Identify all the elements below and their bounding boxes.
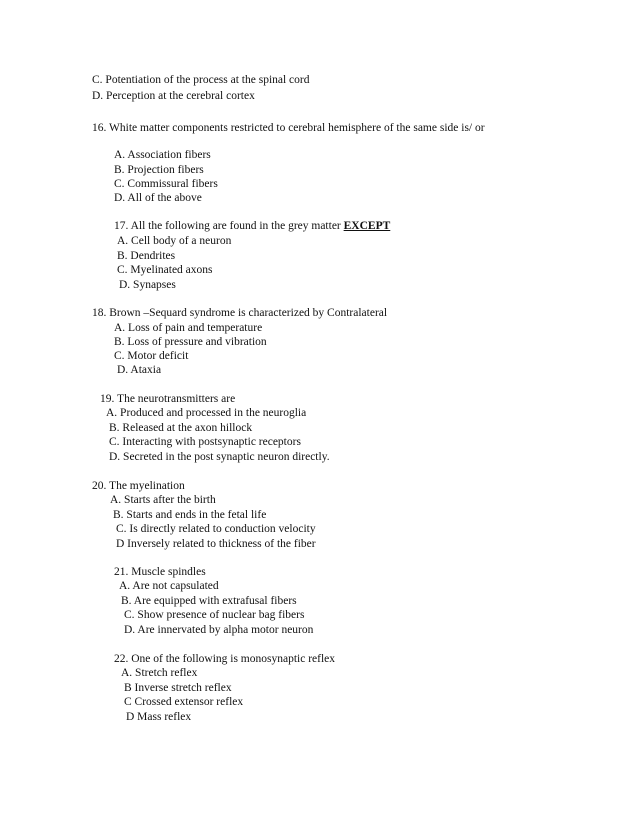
q22-question: 22. One of the following is monosynaptic reflex <box>114 653 336 665</box>
q20-option-c: C. Is directly related to conduction velocity <box>116 523 316 535</box>
except-emphasis: EXCEPT <box>343 220 391 232</box>
q19-option-b: B. Released at the axon hillock <box>109 422 253 434</box>
q16-option-c: C. Commissural fibers <box>114 178 218 190</box>
q20-option-b: B. Starts and ends in the fetal life <box>113 509 267 521</box>
q16-option-b: B. Projection fibers <box>114 164 204 176</box>
q22-option-b: B Inverse stretch reflex <box>124 682 232 694</box>
q22-option-a: A. Stretch reflex <box>121 667 198 679</box>
q17-option-b: B. Dendrites <box>117 250 176 262</box>
q21-option-b: B. Are equipped with extrafusal fibers <box>121 595 297 607</box>
q19-option-a: A. Produced and processed in the neuroglia <box>106 407 307 419</box>
q20-question: 20. The myelination <box>92 480 185 492</box>
q19-option-d: D. Secreted in the post synaptic neuron directly. <box>109 451 330 463</box>
q22-option-c: C Crossed extensor reflex <box>124 696 244 708</box>
q21-question: 21. Muscle spindles <box>114 566 206 578</box>
q17-question <box>114 219 390 233</box>
q21-option-a: A. Are not capsulated <box>119 580 219 592</box>
q17-question-text: 17. All the following are found in the grey matter <box>114 220 341 232</box>
q22-option-d: D Mass reflex <box>126 711 192 723</box>
q15-option-d: D. Perception at the cerebral cortex <box>92 90 255 102</box>
q20-option-d: D Inversely related to thickness of the fiber <box>116 538 316 550</box>
q18-option-d: D. Ataxia <box>117 364 162 376</box>
q15-option-c: C. Potentiation of the process at the spinal cord <box>92 74 310 86</box>
q21-option-d: D. Are innervated by alpha motor neuron <box>124 624 314 636</box>
q18-option-a: A. Loss of pain and temperature <box>114 322 263 334</box>
q17-option-d: D. Synapses <box>119 279 176 291</box>
q17-option-a: A. Cell body of a neuron <box>117 235 232 247</box>
q18-option-c: C. Motor deficit <box>114 350 189 362</box>
q18-option-b: B. Loss of pressure and vibration <box>114 336 267 348</box>
q16-option-a: A. Association fibers <box>114 149 211 161</box>
q18-question: 18. Brown –Sequard syndrome is characterized by Contralateral <box>92 307 388 319</box>
q21-option-c: C. Show presence of nuclear bag fibers <box>124 609 305 621</box>
q20-option-a: A. Starts after the birth <box>110 494 216 506</box>
q17-option-c: C. Myelinated axons <box>117 264 213 276</box>
q16-question: 16. White matter components restricted to cerebral hemisphere of the same side is/ or <box>92 122 485 134</box>
q19-option-c: C. Interacting with postsynaptic receptors <box>109 436 301 448</box>
q16-option-d: D. All of the above <box>114 192 202 204</box>
q19-question: 19. The neurotransmitters are <box>100 393 236 405</box>
